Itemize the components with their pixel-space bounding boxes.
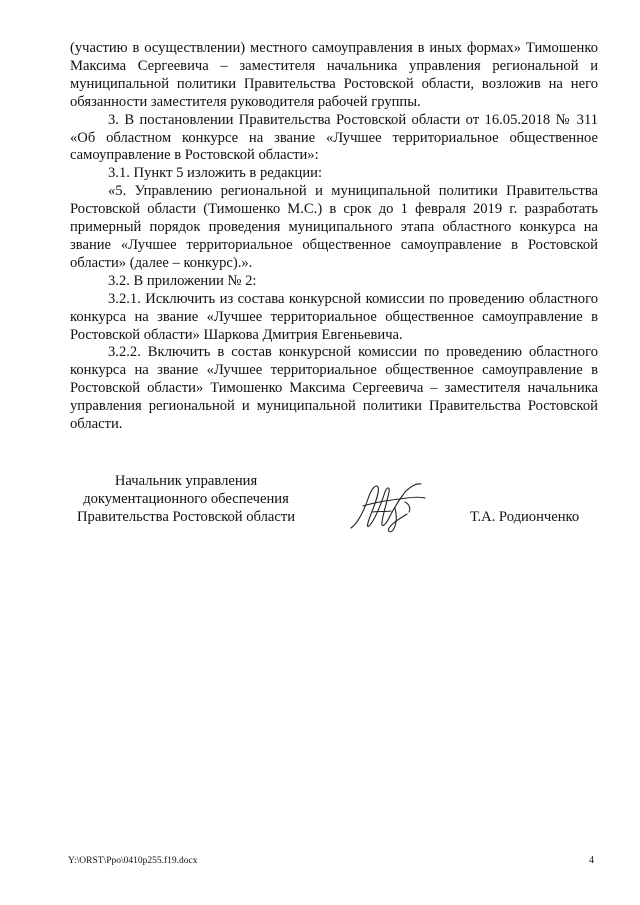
paragraph-quote-item-5: «5. Управлению региональной и муниципальной политики Правительства Ростовской области (Тимошенко М.С.) в срок до 1 февраля 2019 г. разработать примерный порядок проведения муниципального этапа областного конкурса на звание «Лучшее территориальное общественное самоуправление в Ростовской области» (далее – конкурс).». — [70, 183, 598, 271]
page-number: 4 — [589, 855, 594, 866]
signatory-title-line: Правительства Ростовской области — [76, 509, 296, 525]
footer-file-path: Y:\ORST\Ppo\0410p255.f19.docx — [68, 856, 198, 866]
document-body — [70, 40, 598, 434]
paragraph-item-3-2-1: 3.2.1. Исключить из состава конкурсной комиссии по проведению областного конкурса на звание «Лучшее территориальное общественное самоуправление в Ростовской области» Шаркова Дмитрия Евгеньевича. — [70, 290, 598, 343]
paragraph-continuation: (участию в осуществлении) местного самоуправления в иных формах» Тимошенко Максима Сергеевича – заместителя начальника управления региональной и муниципальной политики Правительства Ростовской области, возложив на него обязанности заместителя руководителя рабочей группы. — [70, 40, 598, 110]
paragraph-item-3-2-2: 3.2.2. Включить в состав конкурсной комиссии по проведению областного конкурса на звание «Лучшее территориальное общественное самоуправление в Ростовской области» Тимошенко Максима Сергеевича – заместителя начальника управления региональной и муниципальной политики Правительства Ростовской области. — [70, 344, 598, 433]
signatory-title-line: Начальник управления — [114, 473, 258, 489]
paragraph-item-3: 3. В постановлении Правительства Ростовской области от 16.05.2018 № 311 «Об областном конкурсе на звание «Лучшее территориальное общественное самоуправление в Ростовской области»: — [70, 111, 598, 164]
signatory-title-block — [66, 472, 306, 526]
signatory-name: Т.А. Родионченко — [470, 509, 580, 525]
handwritten-signature-icon — [345, 478, 435, 536]
paragraph-item-3-1: 3.1. Пункт 5 изложить в редакции: — [108, 165, 323, 182]
paragraph-item-3-2: 3.2. В приложении № 2: — [108, 272, 257, 289]
signatory-title-line: документационного обеспечения — [83, 491, 289, 507]
